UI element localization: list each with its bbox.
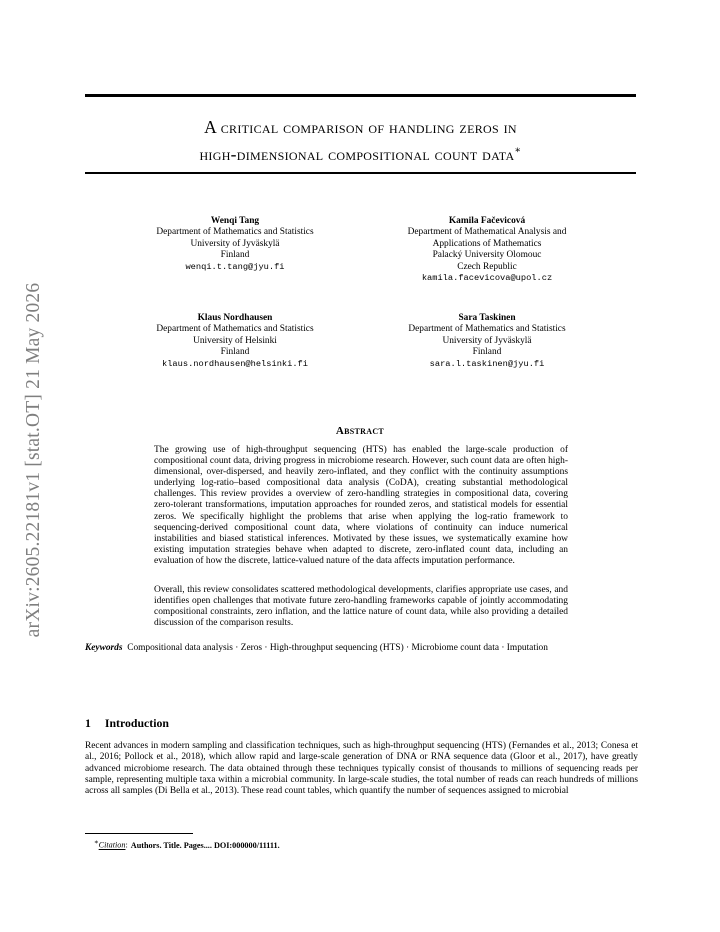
abstract-paragraph-1: The growing use of high-throughput sequencing (HTS) has enabled the large-scale production of compositional count data, driving progress in microbiome research. However, such count data are often high-dimensional, over-dispersed, and heavily zero-inflated, and they conflict with the continuity assumptions underlying log-ratio–based compositional data analysis (CoDA), creating substantial methodological challenges. This review provides a overview of zero-handling strategies in compositional data, covering zero-tolerant transformations, imputation approaches for rounded zeros, and statistical models for essential zeros. We specifically highlight the problems that arise when applying the log-ratio framework to sequencing-derived compositional count data, where violations of continuity can induce numerical instabilities and biased statistical inferences. Motivated by these issues, we systematically examine how existing imputation strategies behave when adapted to discrete, zero-inflated count data, including an evaluation of how the discrete, lattice-valued nature of the data affects imputation performance. [154,445,568,566]
author-block-2 [362,216,612,284]
paper-title [85,115,636,166]
footnote-rule [85,833,193,834]
author-affiliation-line: Department of Mathematics and Statistics [156,227,314,238]
author-affiliation-line: Palacký University Olomouc [432,250,542,261]
title-line-1: A critical comparison of handling zeros in [204,117,517,137]
section-number: 1 [85,716,91,730]
title-footnote-mark: ∗ [514,145,522,156]
keywords-text: Compositional data analysis · Zeros · High-throughput sequencing (HTS) · Microbiome count data · Imputation [127,643,548,653]
abstract-paragraph-2: Overall, this review consolidates scattered methodological developments, clarifies appropriate use cases, and identifies open challenges that motivate future zero-handling frameworks capable of jointly accommodating compositional constraints, zero inflation, and the lattice nature of count data, while also providing a detailed discussion of the comparison results. [154,585,568,629]
author-affiliation-line: Finland [472,347,502,358]
author-email[interactable]: klaus.nordhausen@helsinki.fi [162,358,308,369]
title-line-2: high-dimensional compositional count data [199,143,515,164]
author-email[interactable]: kamila.facevicova@upol.cz [421,273,553,284]
abstract-heading: Abstract [335,425,385,437]
footnote-text: Authors. Title. Pages.... DOI:000000/11111. [130,840,280,850]
author-affiliation-line: University of Jyväskylä [190,238,280,249]
author-name: Kamila Fačevicová [448,216,526,226]
section-title: Introduction [104,716,169,730]
author-block-3 [110,313,360,370]
keywords-label: Keywords [85,643,123,653]
arxiv-identifier: arXiv:2605.22181v1 [stat.OT] 21 May 2026 [23,282,44,638]
title-top-rule [85,94,636,97]
intro-paragraph: Recent advances in modern sampling and classification techniques, such as high-throughput sequencing (HTS) (Fernandes et al., 2013; Conesa et al., 2016; Pollock et al., 2018), which allow rapid and large-scale generation of DNA or RNA sequence data (Gloor et al., 2017), have greatly advanced microbiome research. The data obtained through these techniques typically consist of thousands to millions of sequencing reads per sample, representing multiple taxa within a microbial community. In large-scale studies, the total number of reads can reach hundreds of millions across all samples (Di Bella et al., 2013). These read count tables, which quantify the number of sequences assigned to microbial [85,741,638,797]
footnote-label: Citation [98,840,126,850]
author-name: Sara Taskinen [458,313,516,323]
author-name: Wenqi Tang [210,216,260,226]
author-affiliation-line: University of Jyväskylä [442,335,532,346]
keywords [85,643,638,655]
author-email[interactable]: sara.l.taskinen@jyu.fi [429,358,545,369]
author-block-4 [362,313,612,370]
author-affiliation-line: Finland [220,347,250,358]
footnote: ∗Citation: Authors. Title. Pages.... DOI:000000/11111. [94,839,280,850]
arxiv-sidebar [22,240,46,680]
title-bottom-rule [85,172,636,174]
footnote-mark: ∗ [94,839,99,846]
author-name: Klaus Nordhausen [197,313,273,323]
author-affiliation-line: Applications of Mathematics [432,238,542,249]
author-affiliation-line: Department of Mathematics and Statistics [408,324,566,335]
author-affiliation-line: Czech Republic [457,261,517,272]
author-affiliation-line: Finland [220,250,250,261]
author-affiliation-line: Department of Mathematics and Statistics [156,324,314,335]
author-affiliation-line: University of Helsinki [193,335,277,346]
section-heading [85,716,169,731]
author-affiliation-line: Department of Mathematical Analysis and [407,227,567,238]
author-email[interactable]: wenqi.t.tang@jyu.fi [185,261,285,272]
author-block-1 [110,216,360,273]
